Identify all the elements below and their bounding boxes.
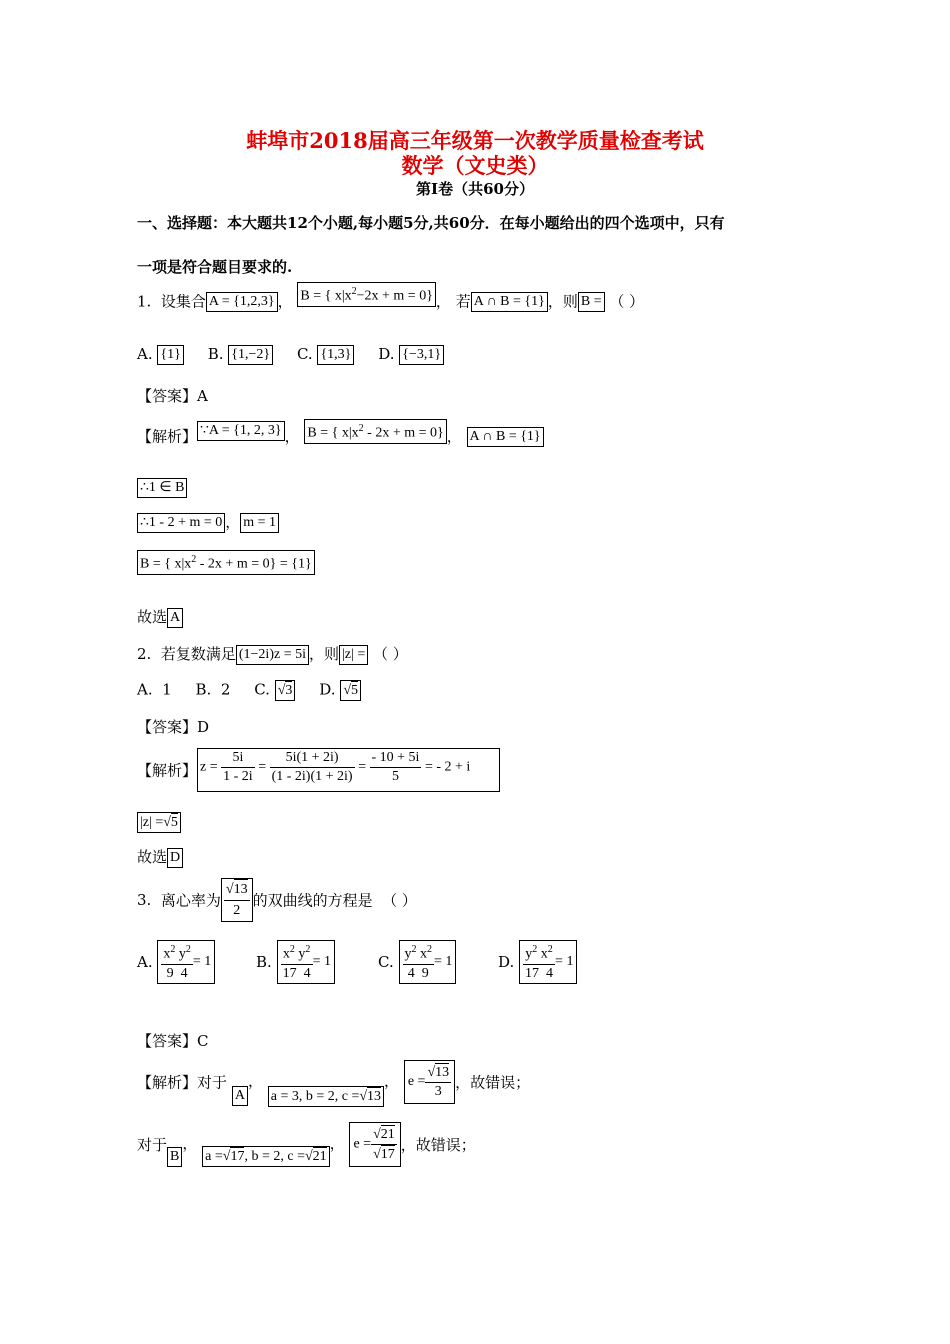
exam-title: 蚌埠市2018届高三年级第一次教学质量检查考试 <box>246 128 704 153</box>
paper-label: 第Ⅰ卷（共60分） <box>416 180 534 198</box>
set-b-result: B = { $x|x^2 - 2x + m = 0\} = \{1\}$ <box>137 550 315 575</box>
q1-option-d: {−3,1} <box>399 345 444 365</box>
q1-option-a: {1} <box>157 345 183 365</box>
q2-option-d: √5 <box>340 680 361 701</box>
q1-explanation: 【解析】 ∵A = {1, 2, 3} ， B = { $x|x^2 - 2x + m = 0$} ， A ∩ B = {1} <box>137 425 544 450</box>
q1-answer: 【答案】A <box>137 387 208 405</box>
question-3: 3. 离心率为 $\frac{√13}{2}$ 的双曲线的方程是 （ ） <box>137 878 417 922</box>
q3-option-c: C. $\frac{y^2 x^2}{4 9}$ = 1 <box>378 940 456 984</box>
q3-explanation-b: 对于B， a =√17, b = 2, c =√21， e = $\frac{√21}{√17}$ ，故错误； <box>137 1122 476 1167</box>
q1-choose: 故选 A <box>137 606 183 628</box>
ask-b: B = <box>578 292 605 312</box>
z-derivation: z = $\frac{5i}{1 - 2i}$ = $\frac{5i(1 + 2i)}{(1 - 2i)(1 + 2i)}$ = $\frac{- 10 + 5i}{5}$ = - 2 + i <box>197 748 500 792</box>
q2-option-c: √3 <box>275 680 296 701</box>
q3-explanation-a: 【解析】对于 A， a = 3, b = 2, c =√13， e = $\frac{√13}{3}$ ，故错误； <box>137 1060 530 1104</box>
section-instruction-cont: 一项是符合题目要求的. <box>137 258 293 276</box>
q2-options: A. 1 B. 2 C. √3 D. √5 <box>137 680 361 701</box>
modulus-result: |z| =√5 <box>137 812 181 833</box>
q3-option-b: B. $\frac{x^2 y^2}{17 4}$ = 1 <box>256 940 335 984</box>
exam-subtitle: 数学（文史类） <box>401 153 549 178</box>
eccentricity: $\frac{√13}{2}$ <box>221 878 253 922</box>
ask-modulus: |z| = <box>339 645 368 665</box>
set-a-formula: A = {1,2,3} <box>206 292 278 312</box>
m-value: m = 1 <box>240 513 279 533</box>
step-1: ∴1 ∈ B <box>137 478 187 498</box>
set-b-formula: B = { $x|x^2-2x + m = 0$} <box>297 282 436 307</box>
q2-explanation: 【解析】 z = $\frac{5i}{1 - 2i}$ = $\frac{5i(1 + 2i)}{(1 - 2i)(1 + 2i)}$ = $\frac{- 10 + 5i}{5}$ = - 2 + i <box>137 748 500 792</box>
q3-option-d: D. $\frac{y^2 x^2}{17 4}$ = 1 <box>498 940 577 984</box>
q3-answer: 【答案】C <box>137 1032 209 1050</box>
q1-options: A. {1} B. {1,−2} C. {1,3} D. {−3,1} <box>137 345 444 365</box>
step-2: ∴1 - 2 + m = 0 <box>137 513 225 533</box>
section-instruction: 一、选择题：本大题共12个小题,每小题5分,共60分．在每小题给出的四个选项中，只有 <box>137 214 725 232</box>
q2-answer: 【答案】D <box>137 718 210 736</box>
q1-option-c: {1,3} <box>317 345 354 365</box>
question-1: 1. 设集合 A = {1,2,3} ， B = { $x|x^2-2x + m = 0$} ， 若 A ∩ B = {1} ，则 B = （ ） <box>137 290 644 315</box>
q1-option-b: {1,−2} <box>228 345 273 365</box>
q2-choose: 故选 D <box>137 846 183 868</box>
complex-condition: (1−2i)z = 5i <box>236 645 309 665</box>
q3-option-a: A. $\frac{x^2 y^2}{9 4}$ = 1 <box>137 940 215 984</box>
intersection-condition: A ∩ B = {1} <box>471 292 548 312</box>
question-2: 2. 若复数满足 (1−2i)z = 5i ，则 |z| = （ ） <box>137 645 408 663</box>
